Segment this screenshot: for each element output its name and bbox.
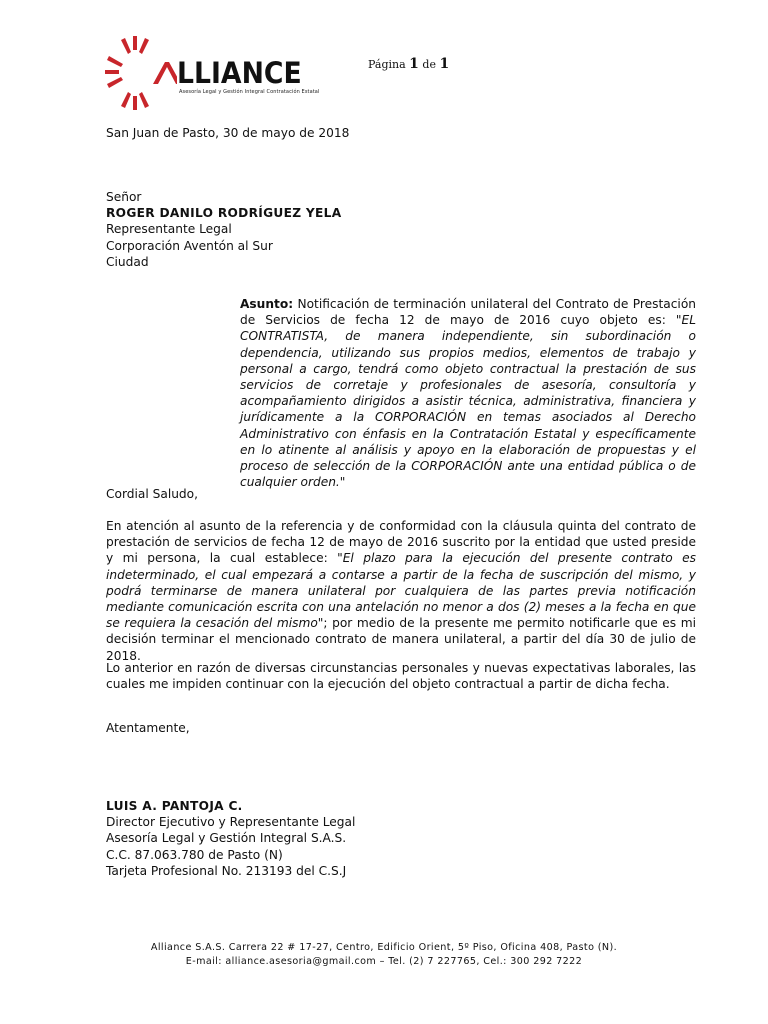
signature-block	[106, 798, 355, 879]
body-paragraph-2: Lo anterior en razón de diversas circunstancias personales y nuevas expectativas laborales, las cuales me impiden continuar con la ejecución del objeto contractual a partir de dicha fecha.	[106, 661, 696, 692]
subject-paragraph	[240, 296, 696, 490]
closing: Atentamente,	[106, 721, 190, 735]
subject-quote: "EL CONTRATISTA, de manera independiente, sin subordinación o dependencia, utilizando sus propios medios, elementos de trabajo y personal a cargo, tendrá como objeto contractual la prestación de sus servicios de corretaje y profesionales de asesoría, consultoría y acompañamiento dirigidos a asistir técnica, administrativa, financiera y jurídicamente a la CORPORACIÓN en temas asociados al Derecho Administrativo con énfasis en la Contratación Estatal y específicamente en lo atinente al análisis y apoyo en la elaboración de propuestas y el proceso de selección de la CORPORACIÓN ante una entidad pública o de cualquier orden."	[240, 313, 696, 490]
footer-contact: E-mail: alliance.asesoria@gmail.com – Tel. (2) 7 227765, Cel.: 300 292 7222	[185, 956, 583, 967]
footer-address: Alliance S.A.S. Carrera 22 # 17-27, Centro, Edificio Orient, 5º Piso, Oficina 408, Pasto (N).	[150, 942, 618, 953]
recipient-salutation: Señor	[106, 190, 142, 204]
recipient-name: ROGER DANILO RODRÍGUEZ YELA	[106, 206, 342, 221]
page-total: 1	[439, 56, 450, 72]
page-label: Página	[368, 58, 406, 71]
recipient-block	[106, 189, 341, 270]
body-p1-start: En atención al asunto de la referencia y de conformidad con la cláusula quinta del contrato de prestación de servicios de fecha 12 de mayo de 2016 suscrito por la entidad que usted preside y mi persona, la cual establece:	[106, 519, 696, 566]
recipient-title: Representante Legal	[106, 222, 232, 237]
signer-id: C.C. 87.063.780 de Pasto (N)	[106, 847, 283, 862]
signer-company: Asesoría Legal y Gestión Integral S.A.S.	[106, 831, 347, 846]
page-of: de	[422, 58, 436, 71]
body-p1-end: ; por medio de la presente me permito notificarle que es mi decisión terminar el mencionado contrato de manera unilateral, a partir del día 30 de julio de 2018.	[106, 616, 696, 663]
subject-label: Asunto:	[240, 297, 294, 311]
body-paragraph-1	[106, 518, 696, 664]
footer	[0, 941, 768, 969]
logo-subtitle: Asesoría Legal y Gestión Integral Contratación Estatal	[179, 89, 320, 95]
alliance-arrows-icon	[103, 34, 177, 114]
subject-text: Notificación de terminación unilateral del Contrato de Prestación de Servicios de fecha 12 de mayo de 2016 cuyo objeto es:	[240, 297, 696, 328]
company-logo	[103, 34, 320, 114]
recipient-city: Ciudad	[106, 254, 149, 269]
signer-name: LUIS A. PANTOJA C.	[106, 799, 243, 813]
body-p1-quote: "El plazo para la ejecución del presente contrato es indeterminado, el cual empezará a contarse a partir de la fecha de suscripción del mismo, y podrá terminarse de manera unilateral por cualquiera de las partes previa notificación mediante comunicación escrita con una antelación no menor a dos (2) meses a la fecha en que se requiera la cesación del mismo"	[106, 551, 696, 631]
page-current: 1	[409, 56, 419, 72]
page-number	[368, 56, 449, 72]
signer-title: Director Ejecutivo y Representante Legal	[106, 815, 356, 830]
logo-wordmark: LLIANCE	[177, 56, 302, 90]
recipient-company: Corporación Aventón al Sur	[106, 238, 273, 253]
date-line: San Juan de Pasto, 30 de mayo de 2018	[106, 126, 350, 140]
signer-license: Tarjeta Profesional No. 213193 del C.S.J	[106, 863, 347, 878]
greeting: Cordial Saludo,	[106, 487, 198, 501]
